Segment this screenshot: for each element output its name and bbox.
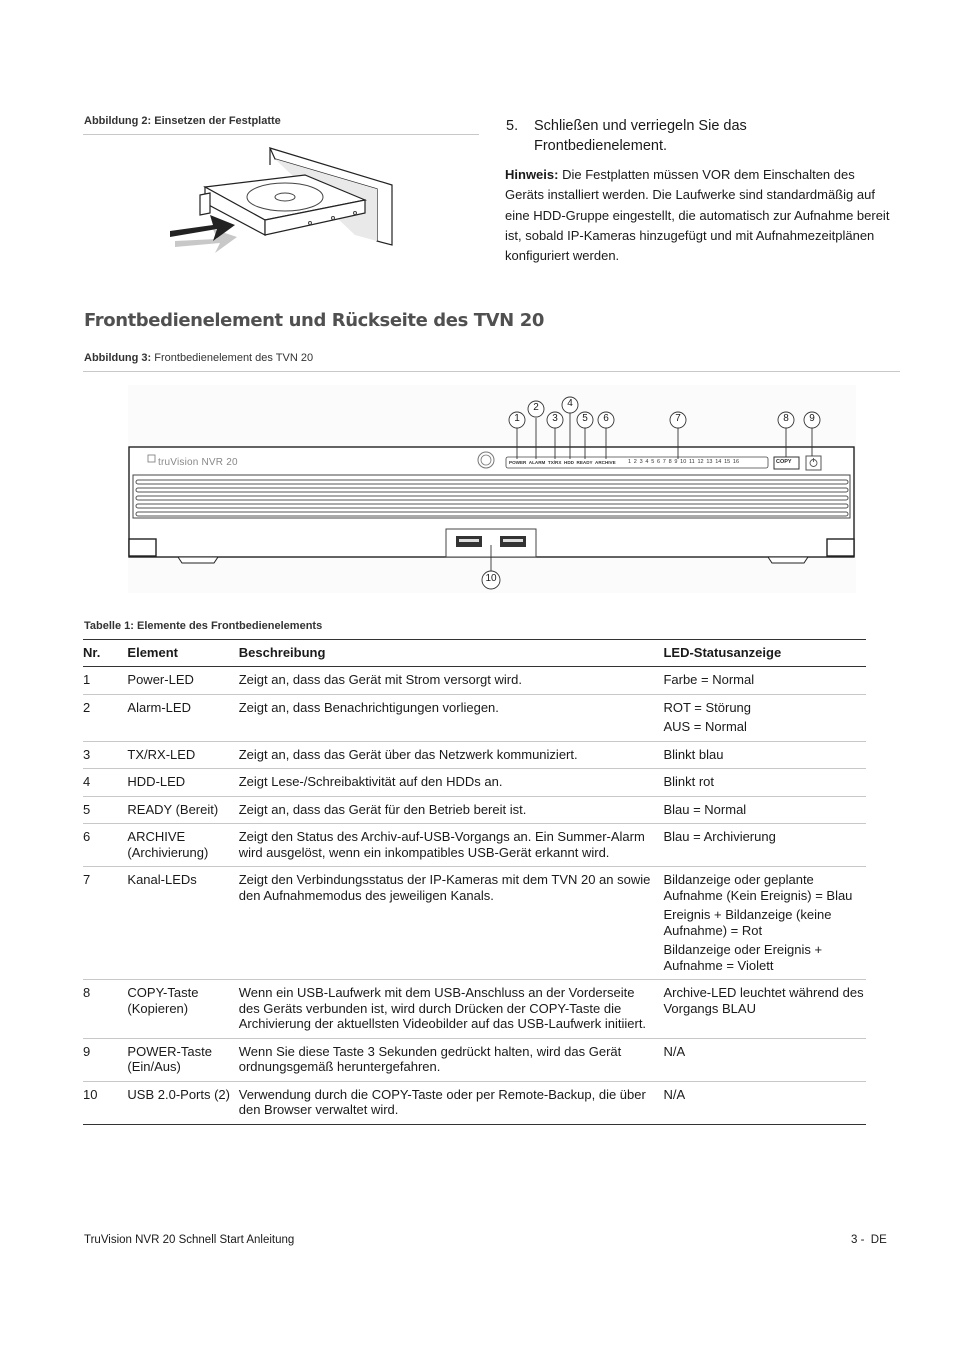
step-5	[506, 116, 866, 158]
cell-desc: Wenn Sie diese Taste 3 Sekunden gedrückt halten, wird das Gerät ordnungsgemäß heruntergefahren.	[239, 1038, 664, 1081]
cell-element: Power-LED	[127, 667, 238, 695]
step-text: Schließen und verriegeln Sie das Frontbedienelement.	[534, 118, 747, 154]
led-status-line: Archive-LED leuchtet während des Vorgangs BLAU	[663, 985, 864, 1016]
callout-6: 6	[603, 413, 609, 424]
figure-3-caption-label: Abbildung 3:	[84, 352, 152, 364]
callout-3: 3	[552, 413, 558, 424]
channel-7: 7	[662, 459, 666, 465]
table-row	[83, 667, 866, 695]
nvr-front-panel-figure	[128, 385, 856, 593]
channel-14: 14	[715, 459, 722, 465]
header-beschreibung: Beschreibung	[239, 640, 664, 667]
channel-10: 10	[680, 459, 687, 465]
channel-12: 12	[697, 459, 704, 465]
table-row	[83, 769, 866, 797]
channel-1: 1	[628, 459, 632, 465]
cell-element: POWER-Taste (Ein/Aus)	[127, 1038, 238, 1081]
led-label-hdd: HDD	[564, 460, 574, 465]
table-row	[83, 796, 866, 824]
led-labels	[509, 460, 616, 465]
section-title: Frontbedienelement und Rückseite des TVN 20	[84, 310, 544, 331]
cell-nr: 2	[83, 694, 127, 741]
callout-10: 10	[485, 573, 497, 584]
led-label-ready: READY	[576, 460, 593, 465]
led-label-power: POWER	[509, 460, 527, 465]
cell-led	[663, 741, 866, 769]
channel-9: 9	[674, 459, 678, 465]
table-row	[83, 694, 866, 741]
cell-element: HDD-LED	[127, 769, 238, 797]
figure-3-caption	[84, 352, 313, 364]
callout-2: 2	[533, 402, 539, 413]
channel-3: 3	[639, 459, 643, 465]
cell-nr: 7	[83, 867, 127, 980]
cell-desc: Zeigt an, dass das Gerät für den Betrieb bereit ist.	[239, 796, 664, 824]
channel-6: 6	[656, 459, 661, 465]
cell-element: READY (Bereit)	[127, 796, 238, 824]
cell-element: TX/RX-LED	[127, 741, 238, 769]
cell-desc: Verwendung durch die COPY-Taste oder per Remote-Backup, die über den Browser verwaltet wird.	[239, 1081, 664, 1124]
cell-led	[663, 980, 866, 1039]
callout-7: 7	[675, 413, 681, 424]
led-status-line: AUS = Normal	[663, 719, 747, 734]
device-brand-label: truVision NVR 20	[158, 457, 238, 468]
table-row	[83, 980, 866, 1039]
channel-15: 15	[724, 459, 731, 465]
hdd-insertion-illustration	[165, 145, 400, 257]
led-status-line: Bildanzeige oder geplante Aufnahme (Kein Ereignis) = Blau	[663, 872, 853, 903]
callout-4: 4	[567, 398, 573, 409]
cell-led	[663, 769, 866, 797]
cell-desc: Zeigt Lese-/Schreibaktivität auf den HDDs an.	[239, 769, 664, 797]
led-status-line: Blau = Normal	[663, 801, 747, 817]
cell-element: Alarm-LED	[127, 694, 238, 741]
cell-desc: Zeigt an, dass das Gerät über das Netzwerk kommuniziert.	[239, 741, 664, 769]
cell-led	[663, 667, 866, 695]
led-status-line: Blau = Archivierung	[663, 829, 776, 844]
led-status-line: N/A	[663, 1086, 686, 1102]
channel-11: 11	[689, 459, 695, 465]
cell-element: ARCHIVE (Archivierung)	[127, 824, 238, 867]
callout-5: 5	[582, 413, 588, 424]
cell-nr: 1	[83, 667, 127, 695]
channel-led-numbers	[628, 459, 739, 465]
led-status-line: Blinkt blau	[663, 746, 724, 762]
cell-led	[663, 1081, 866, 1124]
nvr-front-panel-drawing	[128, 385, 856, 593]
footer-page-number: 3 - DE	[851, 1234, 887, 1246]
cell-nr: 10	[83, 1081, 127, 1124]
callout-1: 1	[514, 413, 520, 424]
note-label: Hinweis:	[505, 167, 559, 182]
cell-desc: Zeigt an, dass Benachrichtigungen vorliegen.	[239, 694, 664, 741]
table-row	[83, 1081, 866, 1124]
header-element: Element	[127, 640, 238, 667]
cell-desc: Wenn ein USB-Laufwerk mit dem USB-Anschluss an der Vorderseite des Geräts verbunden ist, wird durch Drücken der COPY-Taste die Archivierung der aktuellsten Videobilder auf das USB-Laufwerk initiiert.	[239, 980, 664, 1039]
led-status-line: N/A	[663, 1043, 686, 1059]
table-row	[83, 1038, 866, 1081]
cell-led	[663, 824, 866, 867]
cell-desc: Zeigt den Verbindungsstatus der IP-Kameras mit dem TVN 20 an sowie den Aufnahmemodus des jeweiligen Kanals.	[239, 867, 664, 980]
callout-9: 9	[809, 413, 815, 424]
cell-element: COPY-Taste (Kopieren)	[127, 980, 238, 1039]
callout-8: 8	[783, 413, 789, 424]
cell-element: USB 2.0-Ports (2)	[127, 1081, 238, 1124]
led-status-line: Blinkt rot	[663, 774, 715, 789]
cell-nr: 4	[83, 769, 127, 797]
cell-led	[663, 867, 866, 980]
led-status-line: Farbe = Normal	[663, 672, 755, 687]
channel-2: 2	[633, 459, 637, 465]
step-number: 5.	[506, 118, 519, 134]
channel-13: 13	[706, 459, 713, 465]
table-row	[83, 867, 866, 980]
channel-4: 4	[645, 459, 649, 465]
table-header-row	[83, 640, 866, 667]
cell-desc: Zeigt an, dass das Gerät mit Strom versorgt wird.	[239, 667, 664, 695]
led-status-line: Ereignis + Bildanzeige (keine Aufnahme) = Rot	[663, 907, 832, 938]
cell-nr: 6	[83, 824, 127, 867]
note-paragraph	[505, 165, 895, 266]
copy-button-label: COPY	[776, 459, 792, 465]
led-label-txrx: TX/RX	[547, 460, 562, 465]
led-label-archive: ARCHIVE	[595, 460, 616, 465]
led-status-line: Bildanzeige oder Ereignis + Aufnahme = Violett	[663, 942, 823, 973]
channel-16: 16	[732, 459, 740, 465]
footer-title: TruVision NVR 20 Schnell Start Anleitung	[84, 1234, 295, 1246]
header-led-status: LED-Statusanzeige	[663, 640, 866, 667]
cell-nr: 8	[83, 980, 127, 1039]
note-text: Die Festplatten müssen VOR dem Einschalten des Geräts installiert werden. Die Laufwerke sind standardmäßig auf eine HDD-Gruppe eingestellt, die automatisch zur Aufnahme bereit ist, sobald IP-Kameras hinzugefügt und mit Aufnahmezeitplänen konfiguriert werden.	[505, 167, 890, 264]
cell-led	[663, 796, 866, 824]
cell-nr: 5	[83, 796, 127, 824]
header-nr: Nr.	[83, 640, 127, 667]
cell-led	[663, 1038, 866, 1081]
led-status-line: ROT = Störung	[663, 699, 752, 715]
table-caption: Tabelle 1: Elemente des Frontbedienelements	[84, 620, 323, 632]
cell-nr: 3	[83, 741, 127, 769]
table-row	[83, 824, 866, 867]
channel-5: 5	[651, 459, 655, 465]
figure-2-caption: Abbildung 2: Einsetzen der Festplatte	[84, 115, 281, 127]
front-panel-elements-table	[83, 639, 866, 1125]
figure-3-caption-text: Frontbedienelement des TVN 20	[151, 352, 314, 364]
cell-nr: 9	[83, 1038, 127, 1081]
cell-desc: Zeigt den Status des Archiv-auf-USB-Vorgangs an. Ein Summer-Alarm wird ausgelöst, wenn ein inkompatibles USB-Gerät erkannt wird.	[239, 824, 664, 867]
cell-led	[663, 694, 866, 741]
cell-element: Kanal-LEDs	[127, 867, 238, 980]
channel-8: 8	[668, 459, 672, 465]
figure-2-divider	[83, 134, 479, 135]
table-row	[83, 741, 866, 769]
figure-3-divider	[83, 371, 900, 372]
led-label-alarm: ALARM	[528, 460, 546, 465]
